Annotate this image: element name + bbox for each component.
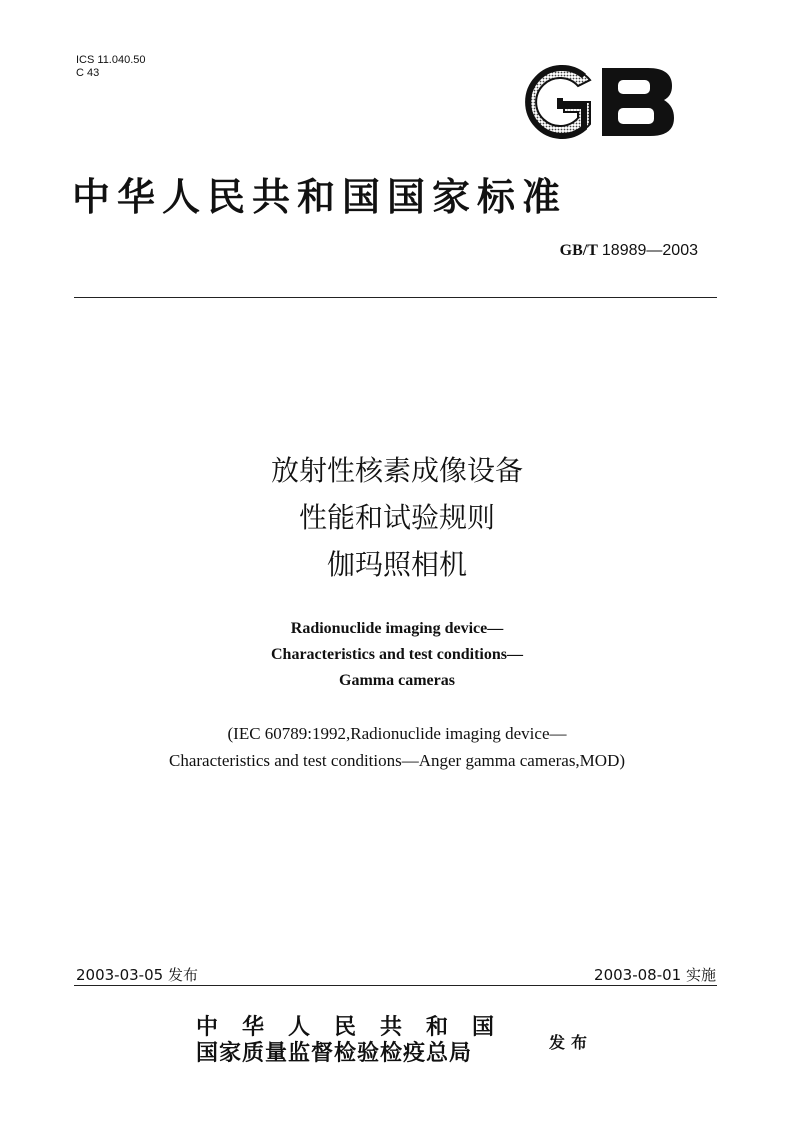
- zh-title-line2: 性能和试验规则: [298, 501, 495, 534]
- ics-code: ICS 11.040.50: [76, 54, 146, 66]
- ccs-code: C 43: [76, 67, 100, 79]
- country-standard-title: 中华人民共和国国家标准: [72, 174, 568, 219]
- issue-label: 发布: [549, 1033, 594, 1052]
- gb-logo-graphic: [518, 62, 676, 142]
- standard-number-value: 18989—2003: [601, 242, 698, 259]
- footer-divider: [74, 985, 717, 986]
- issuer-block: [196, 1014, 536, 1066]
- issuer-line2: 国家质量监督检验检疫总局: [196, 1040, 473, 1066]
- header-divider: [74, 297, 717, 298]
- chinese-title-block: [0, 447, 794, 588]
- publish-date: 2003-03-05 发布: [76, 966, 198, 984]
- english-title-block: [0, 616, 794, 694]
- iec-reference: [0, 720, 794, 774]
- en-title-line1: Radionuclide imaging device—: [290, 620, 504, 637]
- gb-logo: [518, 62, 676, 142]
- zh-title-line3: 伽玛照相机: [326, 548, 467, 581]
- en-title-line2: Characteristics and test conditions—: [271, 646, 523, 663]
- implement-date: 2003-08-01 实施: [594, 966, 716, 984]
- standard-prefix: GB/T: [559, 242, 598, 259]
- issuer-line1: 中华人民共和国: [196, 1014, 519, 1040]
- iec-line2: Characteristics and test conditions—Anger gamma cameras,MOD): [168, 751, 626, 770]
- standard-number: [520, 242, 698, 260]
- en-title-line3: Gamma cameras: [339, 672, 455, 689]
- iec-line1: (IEC 60789:1992,Radionuclide imaging device—: [227, 724, 567, 743]
- zh-title-line1: 放射性核素成像设备: [270, 454, 523, 487]
